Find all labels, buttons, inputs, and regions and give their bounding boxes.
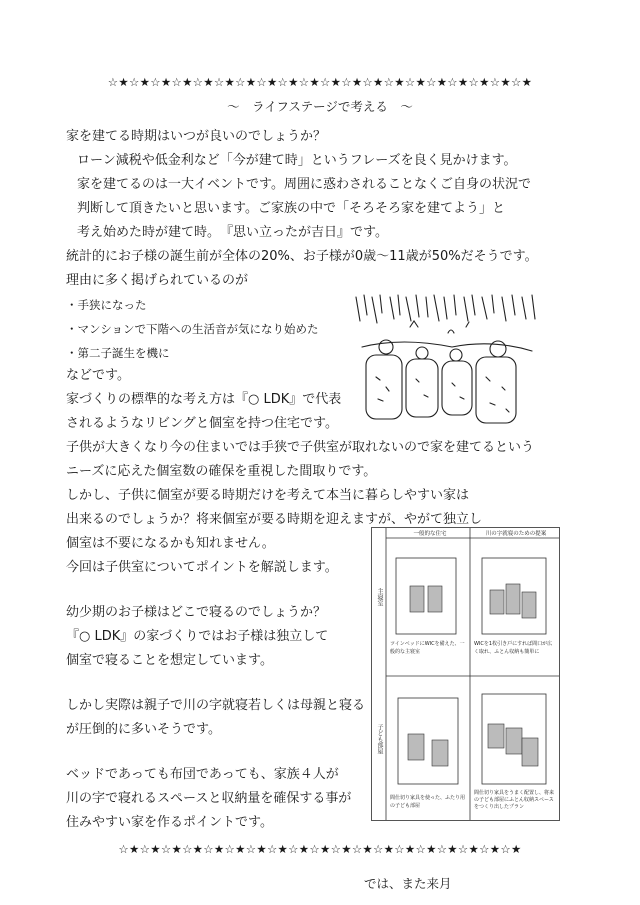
plan-caption: ツインベッドにWICを備えた、一般的な主寝室: [390, 641, 465, 655]
body-line: されるようなリビングと個室を持つ住宅です。: [66, 416, 338, 431]
body-line: などです。: [66, 368, 130, 383]
body-line: 判断して頂きたいと思います。ご家族の中で「そろそろ家を建てよう」と: [77, 201, 505, 216]
plan-caption: WICを1枚引き戸にすれば間口が広く取れ、ふとん収納も簡単に: [474, 641, 553, 655]
sleeping-family-illustration: [352, 287, 542, 429]
body-line: しかし、子供に個室が要る時期だけを考えて本当に暮らしやすい家は: [66, 488, 470, 503]
body-line: ベッドであっても布団であっても、家族４人が: [66, 767, 339, 782]
plan-row-master-bedroom: 主寝室: [376, 588, 383, 606]
body-line: 統計的にお子様の誕生前が全体の20%、お子様が0歳～11歳が50%だそうです。: [66, 249, 538, 264]
body-line: 家を建てる時期はいつが良いのでしょうか？: [66, 129, 327, 144]
plan-header-standard: 一般的な住宅: [413, 531, 447, 537]
plan-caption: 間仕切り家具を使った、ふたり用の子ども部屋: [390, 795, 466, 809]
plan-header-proposal: 川の字就寝のための提案: [485, 531, 547, 537]
body-line: 川の字で寝れるスペースと収納量を確保する事が: [66, 791, 352, 806]
body-line: 『○ LDK』の家づくりではお子様は独立して: [66, 629, 329, 644]
closing-text: では、また来月: [364, 876, 452, 891]
bullet-item: ・マンションで下階への生活音が気になり始めた: [66, 322, 319, 336]
body-line: 住みやすい家を作るポイントです。: [66, 815, 273, 830]
body-line: ローン減税や低金利など「今が建て時」というフレーズを良く見かけます。: [77, 153, 517, 168]
body-line: しかし実際は親子で川の字就寝若しくは母親と寝る: [66, 698, 366, 713]
plan-caption: 間仕切り家具をうまく配置し、将来の子ども部屋にふとん収納スペースをつくり出したプラン: [474, 790, 555, 810]
body-line: 個室で寝ることを想定しています。: [66, 653, 273, 668]
bullet-item: ・第二子誕生を機に: [66, 346, 170, 360]
body-line: 子供が大きくなり今の住まいでは手狭で子供室が取れないので家を建てるという: [66, 440, 535, 455]
body-line: 幼少期のお子様はどこで寝るのでしょうか？: [66, 605, 327, 620]
floor-plan-comparison: [371, 527, 560, 821]
body-line: 考え始めた時が建て時。 『思い立ったが吉日』です。: [77, 225, 388, 240]
body-line: 家づくりの標準的な考え方は『○ LDK』で代表: [66, 392, 342, 407]
body-line: 家を建てるのは一大イベントです。周囲に惑わされることなくご自身の状況で: [77, 177, 531, 192]
star-border-bottom: ☆★☆★☆★☆★☆★☆★☆★☆★☆★☆★☆★☆★☆★☆★☆★☆★☆★☆★☆★: [118, 842, 522, 856]
page-subtitle: ～ ライフステージで考える ～: [227, 99, 413, 114]
body-line: が圧倒的に多いそうです。: [66, 722, 221, 737]
body-line: 出来るのでしょうか？将来個室が要る時期を迎えますが、やがて独立し: [66, 512, 483, 527]
body-line: 個室は不要になるかも知れません。: [66, 536, 275, 551]
body-line: 今回は子供室についてポイントを解説します。: [66, 560, 338, 575]
body-line: ニーズに応えた個室数の確保を重視した間取りです。: [66, 464, 377, 479]
star-border-top: ☆★☆★☆★☆★☆★☆★☆★☆★☆★☆★☆★☆★☆★☆★☆★☆★☆★☆★☆★☆★: [107, 75, 533, 89]
plan-row-kids-room: 子ども部屋: [376, 724, 383, 754]
bullet-item: ・手狭になった: [66, 298, 147, 312]
body-line: 理由に多く掲げられているのが: [66, 273, 249, 288]
